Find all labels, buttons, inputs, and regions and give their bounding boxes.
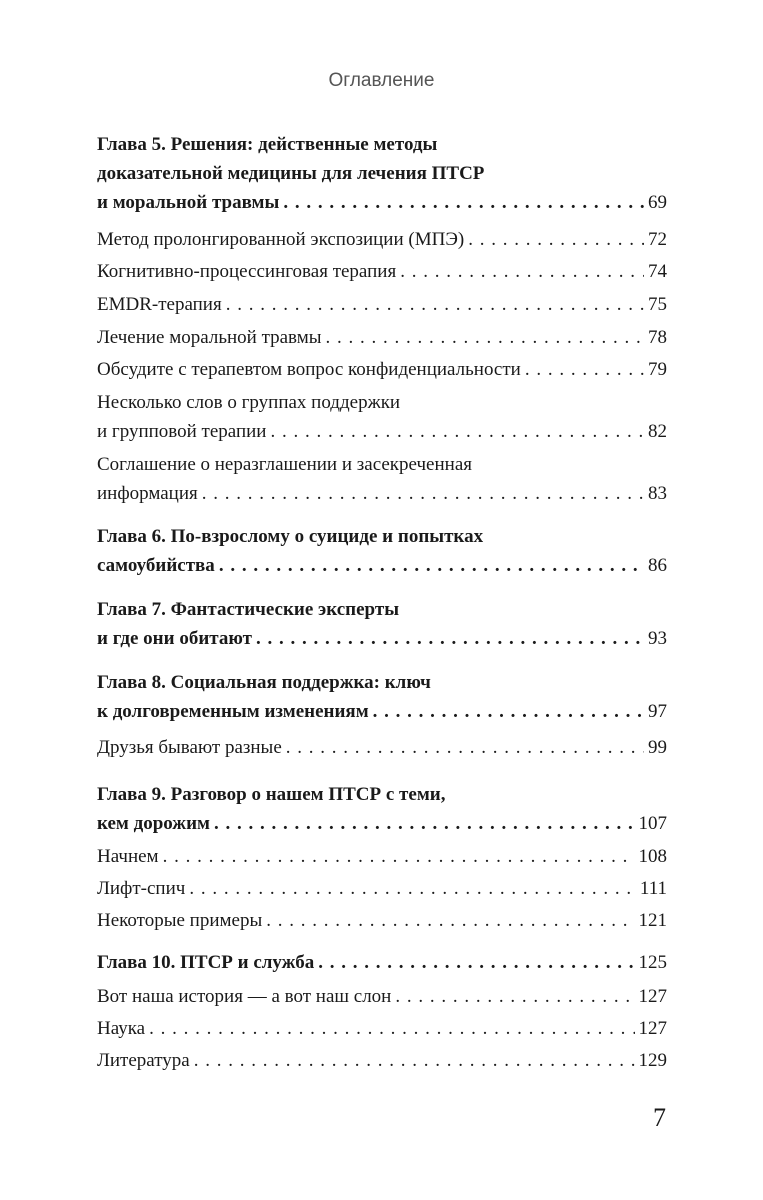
toc-page-number: 127	[638, 986, 667, 1007]
toc-section-entry[interactable]	[97, 982, 667, 1011]
toc-entry-title-line: Соглашение о неразглашении и засекреченная	[97, 454, 472, 475]
toc-entry-last-line	[97, 323, 667, 352]
toc-section-entry[interactable]	[97, 323, 667, 352]
toc-entry-last-line	[97, 355, 667, 384]
toc-entry-title-line: Обсудите с терапевтом вопрос конфиденциальности	[97, 359, 521, 380]
toc-entry-last-line	[97, 290, 667, 319]
toc-page-number: 78	[648, 327, 667, 348]
toc-leader-dots	[400, 257, 644, 286]
toc-leader-dots	[266, 906, 634, 935]
toc-entry-title-line: Некоторые примеры	[97, 910, 263, 931]
toc-leader-dots	[194, 1046, 635, 1075]
toc-entry-title-line: доказательной медицины для лечения ПТСР	[97, 163, 485, 184]
toc-leader-dots	[214, 809, 635, 838]
toc-page-number: 129	[638, 1050, 667, 1071]
toc-entry-last-line	[97, 225, 667, 254]
toc-leader-dots	[283, 188, 644, 217]
toc-chapter-entry[interactable]	[97, 780, 667, 838]
toc-entry-title-line: Наука	[97, 1018, 146, 1039]
toc-entry-title-line: кем дорожим	[97, 813, 210, 834]
toc-entry-last-line	[97, 479, 667, 508]
toc-entry-last-line	[97, 874, 667, 903]
toc-chapter-entry[interactable]	[97, 948, 667, 977]
toc-entry-last-line	[97, 1014, 667, 1043]
toc-section-entry[interactable]	[97, 450, 667, 508]
toc-entry-title-line: Глава 10. ПТСР и служба	[97, 952, 315, 973]
toc-leader-dots	[270, 417, 644, 446]
toc-page-number: 82	[648, 421, 667, 442]
toc-entry-last-line	[97, 733, 667, 762]
toc-page-number: 93	[648, 628, 667, 649]
toc-page-number: 79	[648, 359, 667, 380]
toc-section-entry[interactable]	[97, 874, 667, 903]
toc-entry-title-line: Друзья бывают разные	[97, 737, 282, 758]
toc-chapter-entry[interactable]	[97, 668, 667, 726]
toc-entry-title-line: Несколько слов о группах поддержки	[97, 392, 401, 413]
toc-section-entry[interactable]	[97, 906, 667, 935]
toc-leader-dots	[163, 842, 635, 871]
toc-section-entry[interactable]	[97, 257, 667, 286]
toc-entry-last-line	[97, 809, 667, 838]
toc-chapter-entry[interactable]	[97, 595, 667, 653]
toc-entry-title-line: Вот наша история — а вот наш слон	[97, 986, 392, 1007]
toc-section-entry[interactable]	[97, 225, 667, 254]
toc-entry-last-line	[97, 188, 667, 217]
toc-leader-dots	[226, 290, 644, 319]
toc-page-number: 121	[638, 910, 667, 931]
toc-entry-title-line: и где они обитают	[97, 628, 252, 649]
toc-entry-title-line: к долговременным изменениям	[97, 701, 369, 722]
toc-section-entry[interactable]	[97, 355, 667, 384]
toc-page-number: 69	[648, 192, 667, 213]
toc-leader-dots	[468, 225, 644, 254]
toc-entry-title-line: Лифт-спич	[97, 878, 186, 899]
toc-entry-last-line	[97, 624, 667, 653]
toc-section-entry[interactable]	[97, 388, 667, 446]
toc-entry-last-line	[97, 906, 667, 935]
toc-entry-last-line	[97, 842, 667, 871]
toc-entry-title-line: Когнитивно-процессинговая терапия	[97, 261, 397, 282]
toc-leader-dots	[286, 733, 644, 762]
toc-entry-title-line: Лечение моральной травмы	[97, 327, 322, 348]
toc-entry-title-line: и групповой терапии	[97, 421, 267, 442]
toc-page-number: 72	[648, 229, 667, 250]
toc-leader-dots	[189, 874, 636, 903]
toc-leader-dots	[325, 323, 644, 352]
page-header-title: Оглавление	[328, 70, 435, 91]
toc-page-number: 111	[639, 878, 667, 899]
toc-leader-dots	[219, 551, 644, 580]
toc-page-number: 125	[638, 952, 667, 973]
toc-leader-dots	[202, 479, 644, 508]
toc-page-number: 107	[638, 813, 667, 834]
toc-entry-last-line	[97, 948, 667, 977]
toc-page-number: 127	[638, 1018, 667, 1039]
toc-page-number: 99	[648, 737, 667, 758]
toc-entry-title-line: Начнем	[97, 846, 159, 867]
page-number: 7	[653, 1103, 666, 1132]
toc-entry-title-line: информация	[97, 483, 198, 504]
toc-entry-title-line: Глава 8. Социальная поддержка: ключ	[97, 672, 431, 693]
toc-page-number: 86	[648, 555, 667, 576]
toc-page-number: 97	[648, 701, 667, 722]
toc-section-entry[interactable]	[97, 733, 667, 762]
toc-entry-title-line: Литература	[97, 1050, 190, 1071]
toc-leader-dots	[256, 624, 644, 653]
toc-section-entry[interactable]	[97, 1046, 667, 1075]
toc-page-number: 108	[638, 846, 667, 867]
toc-leader-dots	[318, 948, 634, 977]
toc-entry-title-line: Глава 7. Фантастические эксперты	[97, 599, 400, 620]
toc-entry-title-line: Глава 9. Разговор о нашем ПТСР с теми,	[97, 784, 446, 805]
toc-section-entry[interactable]	[97, 290, 667, 319]
toc-leader-dots	[149, 1014, 634, 1043]
toc-leader-dots	[395, 982, 634, 1011]
toc-entry-last-line	[97, 551, 667, 580]
toc-section-entry[interactable]	[97, 1014, 667, 1043]
toc-section-entry[interactable]	[97, 842, 667, 871]
toc-entry-title-line: самоубийства	[97, 555, 215, 576]
toc-entry-last-line	[97, 257, 667, 286]
toc-entry-title-line: Глава 6. По-взрослому о суициде и попытках	[97, 526, 484, 547]
toc-page-number: 74	[648, 261, 667, 282]
toc-entry-last-line	[97, 417, 667, 446]
toc-entry-title-line: EMDR-терапия	[97, 294, 222, 315]
toc-entry-title-line: Метод пролонгированной экспозиции (МПЭ)	[97, 229, 465, 250]
toc-chapter-entry[interactable]	[97, 522, 667, 580]
toc-page-number: 75	[648, 294, 667, 315]
toc-entry-last-line	[97, 1046, 667, 1075]
toc-entry-title-line: Глава 5. Решения: действенные методы	[97, 134, 438, 155]
toc-page-number: 83	[648, 483, 667, 504]
toc-chapter-entry[interactable]	[97, 130, 667, 217]
toc-leader-dots	[525, 355, 644, 384]
toc-entry-last-line	[97, 982, 667, 1011]
toc-leader-dots	[373, 697, 644, 726]
toc-entry-title-line: и моральной травмы	[97, 192, 280, 213]
toc-entry-last-line	[97, 697, 667, 726]
